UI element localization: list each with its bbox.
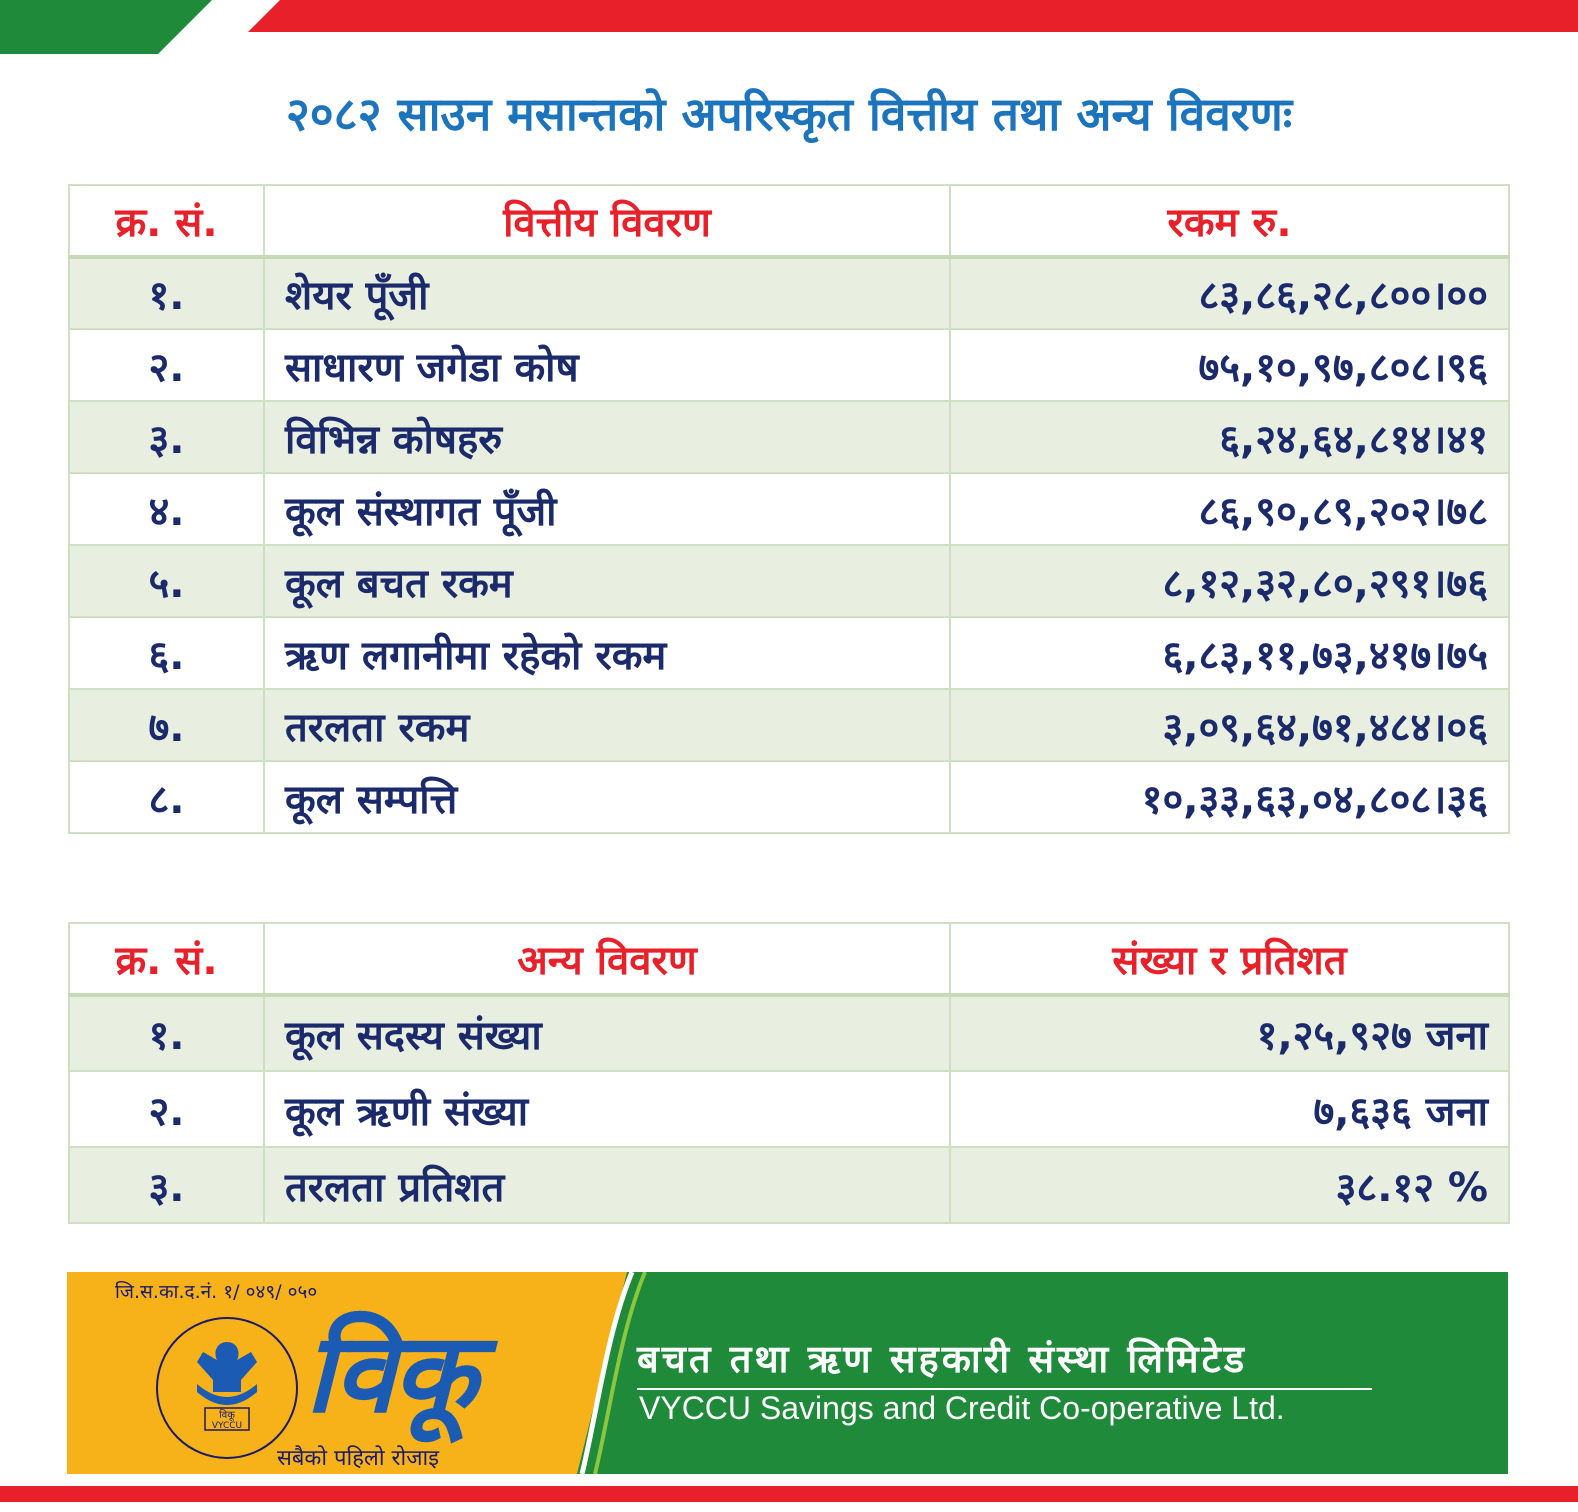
row-label: शेयर पूँजी bbox=[264, 257, 950, 329]
organization-name-english: VYCCU Savings and Credit Co-operative Ltd. bbox=[639, 1390, 1285, 1426]
table-row bbox=[69, 329, 1509, 401]
row-serial: २. bbox=[69, 1071, 264, 1147]
table-row bbox=[69, 401, 1509, 473]
red-stripe bbox=[248, 0, 1578, 32]
table-row bbox=[69, 545, 1509, 617]
row-serial: २. bbox=[69, 329, 264, 401]
row-serial: ७. bbox=[69, 689, 264, 761]
row-serial: ६. bbox=[69, 617, 264, 689]
row-amount: ३,०९,६४,७१,४८४।०६ bbox=[950, 689, 1509, 761]
top-decorative-band bbox=[0, 0, 1578, 60]
table-row bbox=[69, 761, 1509, 833]
row-amount: ८,१२,३२,८०,२९१।७६ bbox=[950, 545, 1509, 617]
table-row bbox=[69, 257, 1509, 329]
financial-table bbox=[68, 184, 1510, 834]
logo-small-np: विकू bbox=[219, 1410, 235, 1421]
row-label: ऋण लगानीमा रहेको रकम bbox=[264, 617, 950, 689]
row-serial: ३. bbox=[69, 401, 264, 473]
row-serial: ८. bbox=[69, 761, 264, 833]
row-amount: ६,८३,११,७३,४१७।७५ bbox=[950, 617, 1509, 689]
row-serial: १. bbox=[69, 257, 264, 329]
row-amount: ६,२४,६४,८१४।४१ bbox=[950, 401, 1509, 473]
row-label: कूल बचत रकम bbox=[264, 545, 950, 617]
header-amount: रकम रु. bbox=[950, 185, 1509, 257]
row-serial: १. bbox=[69, 995, 264, 1071]
row-value: ७,६३६ जना bbox=[950, 1071, 1509, 1147]
row-serial: ३. bbox=[69, 1147, 264, 1223]
row-value: १,२५,९२७ जना bbox=[950, 995, 1509, 1071]
row-label: कूल ऋणी संख्या bbox=[264, 1071, 950, 1147]
header-count: संख्या र प्रतिशत bbox=[950, 923, 1509, 995]
table-header bbox=[69, 185, 1509, 257]
table-row bbox=[69, 1071, 1509, 1147]
logo-small-en: VYCCU bbox=[211, 1421, 243, 1431]
header-description: वित्तीय विवरण bbox=[264, 185, 950, 257]
row-serial: ४. bbox=[69, 473, 264, 545]
row-label: कूल सम्पत्ति bbox=[264, 761, 950, 833]
header-serial: क्र. सं. bbox=[69, 185, 264, 257]
bottom-red-band bbox=[0, 1486, 1578, 1502]
row-label: तरलता प्रतिशत bbox=[264, 1147, 950, 1223]
row-label: कूल संस्थागत पूँजी bbox=[264, 473, 950, 545]
row-amount: ८३,८६,२८,८००।०० bbox=[950, 257, 1509, 329]
row-serial: ५. bbox=[69, 545, 264, 617]
table-row bbox=[69, 1147, 1509, 1223]
row-label: तरलता रकम bbox=[264, 689, 950, 761]
row-label: कूल सदस्य संख्या bbox=[264, 995, 950, 1071]
row-amount: ७५,१०,९७,८०८।९६ bbox=[950, 329, 1509, 401]
table-row bbox=[69, 689, 1509, 761]
row-value: ३८.१२ % bbox=[950, 1147, 1509, 1223]
header-serial: क्र. सं. bbox=[69, 923, 264, 995]
table-row bbox=[69, 617, 1509, 689]
footer-banner bbox=[67, 1272, 1508, 1474]
organization-name-nepali: बचत तथा ऋण सहकारी संस्था लिमिटेड bbox=[637, 1337, 1248, 1381]
brand-logo-text: विकू bbox=[305, 1309, 476, 1437]
table-header bbox=[69, 923, 1509, 995]
page-title: २०८२ साउन मसान्तको अपरिस्कृत वित्तीय तथा अन्य विवरणः bbox=[285, 87, 1293, 141]
brand-tagline: सबैको पहिलो रोजाइ bbox=[277, 1446, 440, 1471]
logo-emblem-icon bbox=[153, 1314, 301, 1462]
row-amount: १०,३३,६३,०४,८०८।३६ bbox=[950, 761, 1509, 833]
green-stripe bbox=[0, 0, 212, 54]
other-details-table bbox=[68, 922, 1510, 1224]
row-amount: ८६,९०,८९,२०२।७८ bbox=[950, 473, 1509, 545]
table-row bbox=[69, 995, 1509, 1071]
table-row bbox=[69, 473, 1509, 545]
header-description: अन्य विवरण bbox=[264, 923, 950, 995]
row-label: विभिन्न कोषहरु bbox=[264, 401, 950, 473]
row-label: साधारण जगेडा कोष bbox=[264, 329, 950, 401]
registration-number: जि.स.का.द.नं. १/ ०४९/ ०५० bbox=[115, 1281, 318, 1303]
